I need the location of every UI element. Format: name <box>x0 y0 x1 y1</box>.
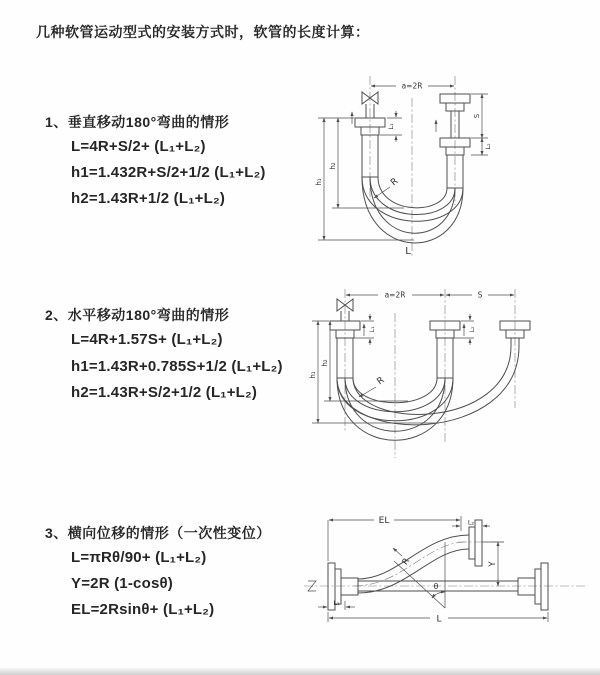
radius-label: R <box>400 556 413 568</box>
right-flange <box>518 563 548 610</box>
dim-l2 <box>482 138 492 155</box>
section3-heading: 3、横向位移的情形（一次性变位） <box>45 525 271 541</box>
dim-h2 <box>329 118 404 208</box>
section3-formula-l: L=πRθ/90+ (L₁+L₂) <box>71 549 207 566</box>
dim-label-y: Y <box>488 561 498 567</box>
upper-flange <box>469 520 482 566</box>
dim-label-h1: h₁ <box>309 371 317 379</box>
dim-label-l2: L₂ <box>484 143 492 150</box>
dim-label-l1: L₁ <box>369 326 376 333</box>
length-label: L <box>405 246 411 257</box>
radius-label: R <box>375 375 387 388</box>
angle-label: θ <box>433 582 439 591</box>
section1-formula-l: L=4R+S/2+ (L₁+L₂) <box>71 138 206 155</box>
dim-y <box>482 542 504 586</box>
dim-h1 <box>309 321 436 423</box>
page-bottom-edge-shadow <box>0 668 600 675</box>
dim-label-s: S <box>473 113 481 119</box>
dim-a2r <box>346 291 444 300</box>
dim-label-h2: h₂ <box>321 359 329 367</box>
dim-s <box>446 291 514 300</box>
dim-label-h2: h₂ <box>329 162 337 170</box>
section2-heading: 2、水平移动180°弯曲的情形 <box>45 307 230 323</box>
dim-label-el: EL <box>378 515 390 526</box>
radius-callout <box>359 375 386 397</box>
dim-h1 <box>315 118 414 240</box>
dim-el <box>328 516 461 561</box>
dim-label-l: L <box>436 614 442 625</box>
dim-label-l1: L₁ <box>387 123 395 130</box>
dim-label-a2r: a=2R <box>401 81 423 91</box>
section2-formula-l: L=4R+1.57S+ (L₁+L₂) <box>71 331 223 348</box>
dim-a2r <box>371 82 454 91</box>
diagram-vertical-180-bend <box>310 70 600 265</box>
dim-l <box>328 612 548 625</box>
radius-callout <box>393 548 412 567</box>
diagram-lateral-displacement <box>298 505 600 650</box>
section1-formula-h1: h1=1.432R+S/2+1/2 (L₁+L₂) <box>71 164 266 181</box>
section3-formula-y: Y=2R (1-cosθ) <box>71 575 173 592</box>
page-title: 几种软管运动型式的安装方式时，软管的长度计算： <box>36 24 370 40</box>
section1-formula-h2: h2=1.43R+1/2 (L₁+L₂) <box>71 190 226 207</box>
dim-label-l1: L₁ <box>333 599 340 607</box>
dim-label-h1: h₁ <box>315 178 323 186</box>
section2-formula-h1: h1=1.43R+0.785S+1/2 (L₁+L₂) <box>71 358 283 375</box>
hose-u-curves <box>362 177 463 243</box>
radius-label: R <box>389 176 401 189</box>
dim-label-l2: L₂ <box>469 326 476 333</box>
section3-formula-el: EL=2Rsinθ+ (L₁+L₂) <box>71 601 215 618</box>
section1-heading: 1、垂直移动180°弯曲的情形 <box>45 114 230 130</box>
dim-label-a2r: a=2R <box>384 290 406 300</box>
centerlines <box>345 289 515 458</box>
hose-moved-curves <box>337 346 519 425</box>
dim-label-s: S <box>477 290 483 300</box>
dim-l1 <box>318 599 355 610</box>
diagram-horizontal-180-bend <box>308 283 600 473</box>
centerlines <box>304 542 588 586</box>
section2-formula-h2: h2=1.43R+S/2+1/2 (L₁+L₂) <box>71 384 258 401</box>
dim-label-l2: L₂ <box>467 518 475 527</box>
